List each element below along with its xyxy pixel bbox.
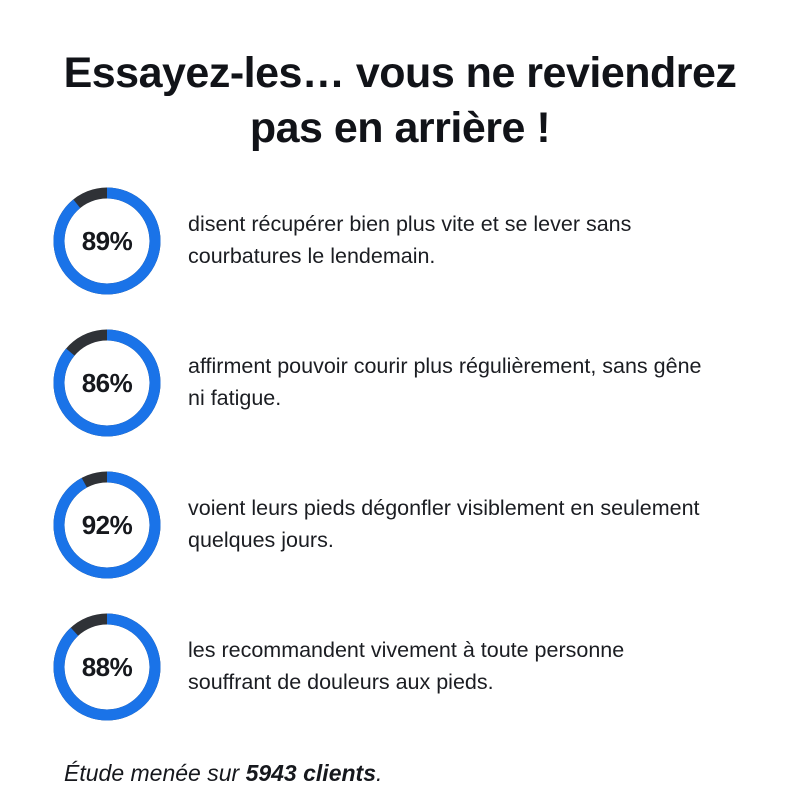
list-item — [48, 466, 752, 584]
footnote-highlight: 5943 clients — [245, 760, 376, 787]
donut-chart-3 — [48, 608, 166, 726]
donut-value-label: 88% — [81, 651, 133, 682]
stat-description: les recommandent vivement à toute personne souffrant de douleurs aux pieds. — [188, 638, 625, 695]
stat-description: disent récupérer bien plus vite et se lever sans courbatures le lendemain. — [188, 212, 632, 269]
stats-list — [48, 182, 752, 726]
footnote-suffix: . — [375, 760, 383, 787]
list-item — [48, 608, 752, 726]
stat-description: voient leurs pieds dégonfler visiblement en seulement quelques jours. — [188, 496, 700, 553]
stat-description: affirment pouvoir courir plus régulièrement, sans gêne ni fatigue. — [188, 354, 702, 411]
donut-chart-0 — [48, 182, 166, 300]
donut-chart-1 — [48, 324, 166, 442]
list-item — [48, 324, 752, 442]
donut-value-label: 89% — [81, 225, 133, 256]
study-footnote — [48, 760, 752, 787]
donut-value-label: 92% — [81, 509, 133, 540]
footnote-prefix: Étude menée sur — [64, 760, 246, 787]
donut-chart-2 — [48, 466, 166, 584]
list-item — [48, 182, 752, 300]
page-title: Essayez-les… vous ne reviendrez pas en arrière ! — [63, 49, 737, 153]
donut-value-label: 86% — [81, 367, 133, 398]
